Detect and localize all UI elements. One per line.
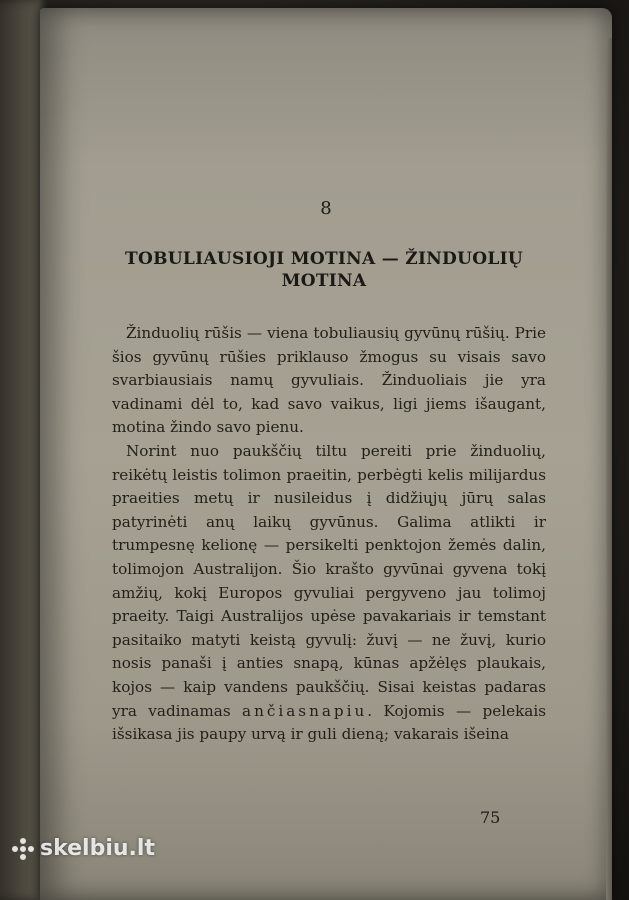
chapter-number: 8 — [320, 198, 332, 219]
spaced-term: ančiasnapiu — [242, 701, 368, 720]
page-stack-edge — [606, 38, 612, 900]
book-page — [40, 8, 612, 900]
chapter-title — [102, 248, 546, 292]
paragraph-2-after: . Kojomis — pelekais išsikasa jis paupy urvą ir guli dieną; vakarais išeina — [112, 701, 547, 744]
body-text — [112, 322, 546, 747]
watermark-text: skelbiu.lt — [40, 836, 155, 861]
watermark — [12, 836, 155, 861]
paragraph-2-before: Norint nuo paukščių tiltu pereiti prie žinduolių, reikėtų leistis tolimon praeitin, perbėgti kelis milijardus praeities metų ir nusileidus į didžiųjų jūrų salas patyrinėti anų laikų gyvūnus. Galima atlikti ir trumpesnę kelionę — persikelti penktojon žemės dalin, tolimojon Australijon. Šio krašto gyvūnai gyvena tokį amžių, kokį Europos gyvuliai pergyveno jau tolimoj praeity. Taigi Australijos upėse pavakariais ir temstant pasitaiko matyti keistą gyvulį: žuvį — ne žuvį, kurio nosis panaši į anties snapą, kūnas apžėlęs plaukais, kojos — kaip vandens paukščių. Sisai keistas padaras yra vadinamas — [112, 441, 546, 720]
page-number: 75 — [480, 808, 501, 827]
skelbiu-logo-icon — [12, 838, 34, 860]
paragraph-2 — [112, 440, 546, 747]
chapter-title-line-2: MOTINA — [281, 271, 367, 291]
paragraph-1: Žinduolių rūšis — viena tobuliausių gyvūnų rūšių. Prie šios gyvūnų rūšies priklauso žmogus su visais savo svarbiausiais namų gyvuliais. Žinduoliais jie yra vadinami dėl to, kad savo vaikus, ligi jiems išaugant, motina žindo savo pienu. — [112, 324, 546, 437]
chapter-title-line-1: TOBULIAUSIOJI MOTINA — ŽINDUOLIŲ — [125, 249, 523, 269]
